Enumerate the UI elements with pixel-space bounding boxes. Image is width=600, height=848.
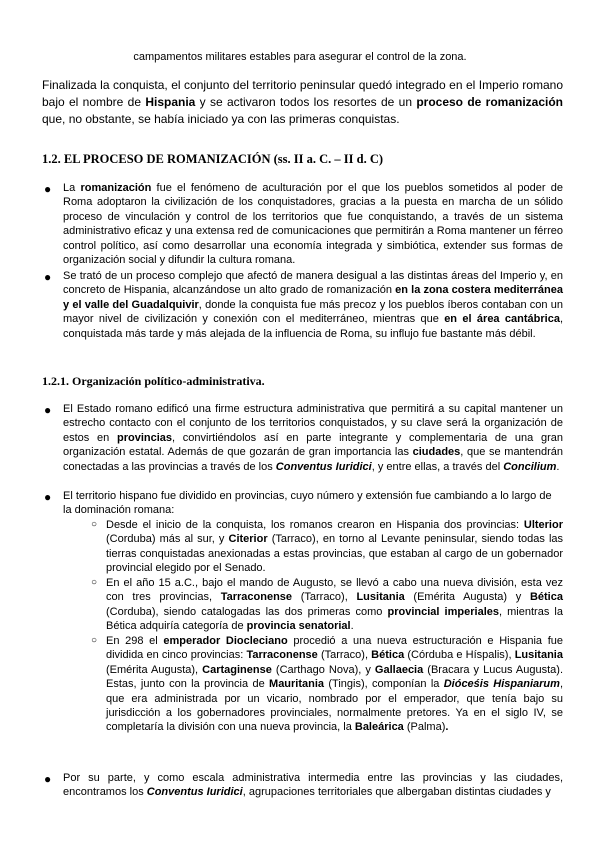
bullet-estado-romano: El Estado romano edificó una firme estructura administrativa que permitirá a su capital mantener un estrecho contacto con el conjunto de los territorios conquistados, y su clave será la organización de estos en provincias, convirtiéndolos así en parte integrante y complementaria de una gran organización estatal. Además de que gozarán de gran importancia las ciudades, que se mantendrán conectadas a las provincias a través de los Conventus Iuridici, y entre ellas, a través del Concilium.	[63, 403, 563, 473]
bullet-romanizacion: La romanización fue el fenómeno de aculturación por el que los pueblos sometidos al poder de Roma adoptaron la civilización de los conquistadores, gracias a la puesta en marcha de un sólido proceso de vinculación y control de los territorios que fue conquistando, a través de un sistema administrativo eficaz y una extensa red de comunicaciones que permitirán a Roma mantener un férreo control político, así como desarrollar una economía integrada y simbiótica, extender sus formas de organización social y difundir la cultura romana.	[63, 182, 563, 267]
bullet-icon: ●	[44, 182, 52, 196]
subbullet-dos-provincias: Desde el inicio de la conquista, los romanos crearon en Hispania dos provincias: Ulterior (Corduba) más al sur, y Citerior (Tarraco), en torno al Levante peninsular, siendo todas las tierras conquistadas anexionadas a estas provincias, que estaban al cargo de un gobernador provincial elegido por el Senado.	[106, 519, 564, 575]
bullet-icon: ●	[44, 270, 52, 284]
intro-paragraph: Finalizada la conquista, el conjunto del territorio peninsular quedó integrado en el Imperio romano bajo el nombre de Hispania y se activaron todos los resortes de un proceso de romanización que, no obstante, se había iniciado ya con las primeras conquistas.	[42, 78, 563, 126]
bullet-conventus: Por su parte, y como escala administrativa intermedia entre las provincias y las ciudades, encontramos los Conventus Iuridici, agrupaciones territoriales que albergaban distintas ciudades y	[63, 772, 563, 799]
bullet-icon: ●	[44, 403, 52, 417]
sub-bullet-icon: ○	[91, 635, 98, 646]
continuation-line: campamentos militares estables para asegurar el control de la zona.	[133, 51, 467, 63]
section-heading: 1.2. EL PROCESO DE ROMANIZACIÓN (ss. II a. C. – II d. C)	[42, 152, 384, 166]
bullet-proceso-desigual: Se trató de un proceso complejo que afectó de manera desigual a las distintas áreas del Imperio y, en concreto de Hispania, alcanzándose un alto grado de romanización en la zona costera mediterránea y el valle del Guadalquivir, donde la conquista fue más precoz y los pueblos íberos contaban con un mayor nivel de civilización y conexión con el mediterráneo, mientras que en el área cantábrica, conquistada más tarde y más alejada de la influencia de Roma, su influjo fue bastante más débil.	[63, 270, 564, 340]
sub-bullet-icon: ○	[91, 577, 98, 588]
bullet-icon: ●	[44, 490, 52, 504]
subbullet-augusto: En el año 15 a.C., bajo el mando de Augusto, se llevó a cabo una nueva división, esta vez con tres provincias, Tarraconense (Tarraco), Lusitania (Emérita Augusta) y Bética (Corduba), siendo catalogadas las dos primeras como provincial imperiales, mientras la Bética adquiría categoría de provincia senatorial.	[106, 577, 563, 633]
subbullet-diocleciano: En 298 el emperador Diocleciano procedió a una nueva estructuración e Hispania fue dividida en cinco provincias: Tarraconense (Tarraco), Bética (Córduba e Híspalis), Lusitania (Emérita Augusta), Cartaginense (Carthago Nova), y Gallaecia (Bracara y Lucus Augusta). Estas, junto con la provincia de Mauritania (Tingis), componían la Dióceśis Hispaniarum, que era administrada por un vicario, nombrado por el emperador, que tenía bajo su jurisdicción a los gobernadores provinciales, normalmente pretores. Ya en el siglo IV, se completaría la división con una nueva provincia, la Baleárica (Palma).	[106, 635, 563, 734]
subsection-heading: 1.2.1. Organización político-administrativa.	[42, 374, 265, 388]
bullet-icon: ●	[44, 772, 52, 786]
sub-bullet-icon: ○	[91, 519, 98, 530]
bullet-territorio-hispano: El territorio hispano fue dividido en provincias, cuyo número y extensión fue cambiando a lo largo de la dominación romana:	[63, 490, 552, 517]
